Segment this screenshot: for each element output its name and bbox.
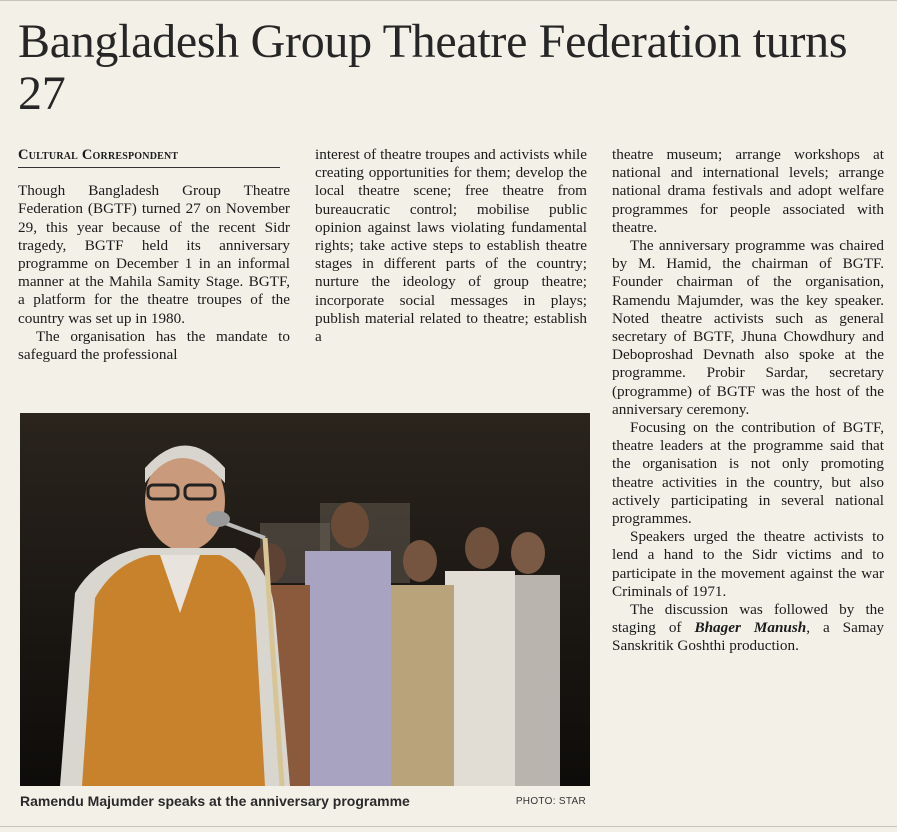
headline: Bangladesh Group Theatre Federation turns 27 — [18, 15, 848, 120]
article-column-2 — [315, 146, 587, 346]
paragraph: Focusing on the contribution of BGTF, theatre leaders at the programme said that the organisation is not only promoting theatre activities in the country, but also actively participating in several national programmes. — [612, 419, 884, 528]
article-column-1 — [18, 146, 290, 364]
paragraph: interest of theatre troupes and activists while creating opportunities for them; develop the local theatre scene; free theatre from bureaucratic control; mobilise public opinion against laws violating fundamental rights; take active steps to establish theatre stages in different parts of the country; nurture the ideology of group theatre; incorporate social messages in plays; publish material related to theatre; establish a — [315, 146, 587, 346]
paragraph — [612, 601, 884, 656]
paragraph: The organisation has the mandate to safeguard the professional — [18, 327, 290, 364]
news-photo — [20, 413, 590, 786]
top-rule — [0, 0, 897, 7]
photo-caption-row — [20, 793, 590, 813]
bottom-rule — [0, 826, 897, 827]
photo-caption: Ramendu Majumder speaks at the anniversary programme — [20, 793, 410, 809]
byline: Cultural Correspondent — [18, 146, 280, 168]
paragraph: The anniversary programme was chaired by M. Hamid, the chairman of BGTF. Founder chairman of the organisation, Ramendu Majumder, was the key speaker. Noted theatre activists such as general secretary of BGTF, Jhuna Chowdhury and Deboproshad Devnath also spoke at the programme. Probir Sardar, secretary (programme) of BGTF was the host of the anniversary ceremony. — [612, 237, 884, 418]
paragraph-text: , a Samay Sanskritik Goshthi production. — [612, 619, 885, 655]
paragraph: Though Bangladesh Group Theatre Federation (BGTF) turned 27 on November 29, this year because of the recent Sidr tragedy, BGTF held its anniversary programme on December 1 in an informal manner at the Mahila Samity Stage. BGTF, a platform for the theatre troupes of the country was set up in 1980. — [18, 182, 290, 327]
play-title: Bhager Manush — [694, 619, 807, 637]
paragraph: theatre museum; arrange workshops at national and international levels; arrange national drama festivals and adopt welfare programmes for people associated with theatre. — [612, 146, 884, 236]
photo-illustration — [20, 413, 590, 786]
paragraph-text: The discussion was followed by the staging of — [612, 601, 884, 637]
paragraph: Speakers urged the theatre activists to lend a hand to the Sidr victims and to participate in the movement against the war Criminals of 1971. — [612, 528, 884, 600]
article-column-3 — [612, 146, 884, 656]
photo-credit: PHOTO: STAR — [515, 796, 586, 807]
